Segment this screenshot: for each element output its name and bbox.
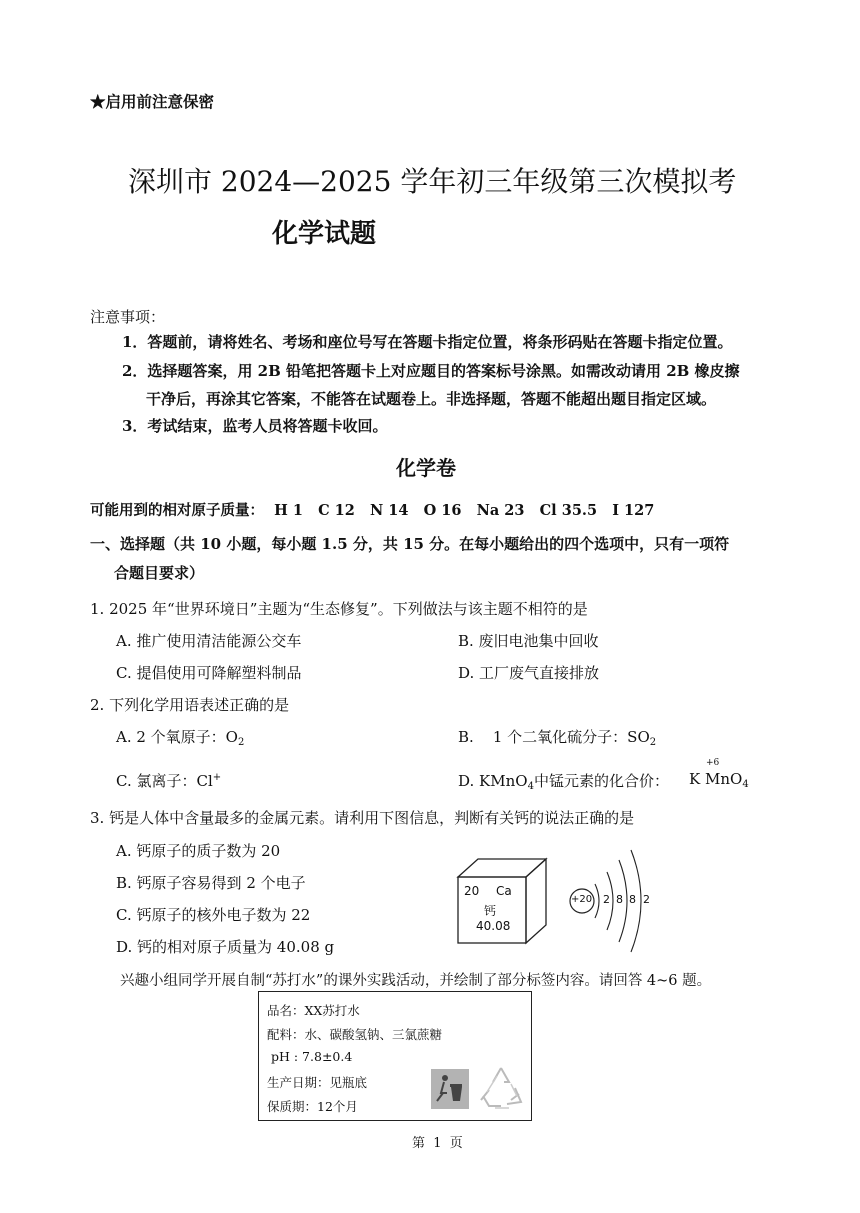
question-1-option-a: A. 推广使用清洁能源公交车 [116, 632, 302, 650]
element-number: 20 [464, 884, 480, 898]
atomic-masses: 可能用到的相对原子质量： H 1 C 12 N 14 O 16 Na 23 Cl 35.5 I 127 [90, 502, 655, 519]
question-1-stem: 1. 2025 年“世界环境日”主题为“生态修复”。下列做法与该主题不相符的是 [90, 600, 588, 618]
exam-subtitle: 化学试题 [272, 219, 377, 249]
question-2-stem: 2. 下列化学用语表述正确的是 [90, 696, 290, 714]
label-shelf-life: 保质期：12个月 [267, 1099, 358, 1114]
question-2-option-b: B. 1 个二氧化硫分子：$SO_2$ [458, 728, 657, 748]
question-2-option-d: D. KMnO$_4$中锰元素的化合价： [458, 772, 669, 792]
recycle-icon [477, 1064, 525, 1112]
note-item: 2．选择题答案，用 2B 铅笔把答题卡上对应题目的答案标号涂黑。如需改动请用 2B 橡皮擦 [122, 362, 740, 380]
notes-heading: 注意事项： [90, 308, 166, 326]
shell-electrons: 8 [629, 893, 636, 906]
question-2-option-a: A. 2 个氧原子：$O_2$ [116, 728, 245, 748]
question-1-option-d: D. 工厂废气直接排放 [458, 664, 600, 682]
valence-charge: +6 [706, 758, 720, 768]
label-date: 生产日期：见瓶底 [267, 1075, 368, 1090]
element-mass: 40.08 [476, 919, 511, 933]
confidential-note: ★启用前注意保密 [90, 92, 215, 111]
exam-title: 深圳市 2024—2025 学年初三年级第三次模拟考 [128, 165, 737, 198]
trash-bin-icon [431, 1069, 469, 1109]
question-3-option-a: A. 钙原子的质子数为 20 [116, 842, 281, 860]
question-1-option-b: B. 废旧电池集中回收 [458, 632, 599, 650]
shell-electrons: 2 [603, 893, 610, 906]
section-title: 化学卷 [396, 456, 456, 480]
element-name: 钙 [484, 904, 497, 918]
product-label [258, 991, 532, 1121]
page-number: 第 1 页 [412, 1136, 463, 1151]
question-3-option-c: C. 钙原子的核外电子数为 22 [116, 906, 311, 924]
element-symbol: Ca [496, 884, 512, 898]
question-3-option-b: B. 钙原子容易得到 2 个电子 [116, 874, 306, 892]
question-1-option-c: C. 提倡使用可降解塑料制品 [116, 664, 302, 682]
part-heading: 一、选择题（共 10 小题，每小题 1.5 分，共 15 分。在每小题给出的四个选项中，只有一项符 [90, 535, 730, 553]
shell-electrons: 8 [616, 893, 623, 906]
valence-formula: K +6 MnO$_4$ [689, 758, 749, 790]
part-heading-cont: 合题目要求） [114, 564, 205, 582]
label-ph: pH : 7.8±0.4 [271, 1049, 353, 1064]
note-item: 1．答题前，请将姓名、考场和座位号写在答题卡指定位置，将条形码贴在答题卡指定位置。 [122, 333, 733, 351]
question-3-stem: 3. 钙是人体中含量最多的金属元素。请利用下图信息，判断有关钙的说法正确的是 [90, 809, 635, 827]
note-item: 干净后，再涂其它答案，不能答在试题卷上。非选择题，答题不能超出题目指定区域。 [146, 390, 717, 408]
note-item: 3．考试结束，监考人员将答题卡收回。 [122, 417, 388, 435]
label-ingredients: 配料：水、碳酸氢钠、三氯蔗糖 [267, 1027, 443, 1042]
label-name: 品名：XX苏打水 [267, 1003, 360, 1018]
question-2-option-c: C. 氯离子：Cl+ [116, 772, 222, 790]
activity-intro: 兴趣小组同学开展自制“苏打水”的课外实践活动，并绘制了部分标签内容。请回答 4~6 题。 [120, 973, 712, 989]
shell-electrons: 2 [643, 893, 650, 906]
atom-nucleus: +20 [571, 894, 593, 905]
question-3-option-d: D. 钙的相对原子质量为 40.08 g [116, 938, 335, 956]
